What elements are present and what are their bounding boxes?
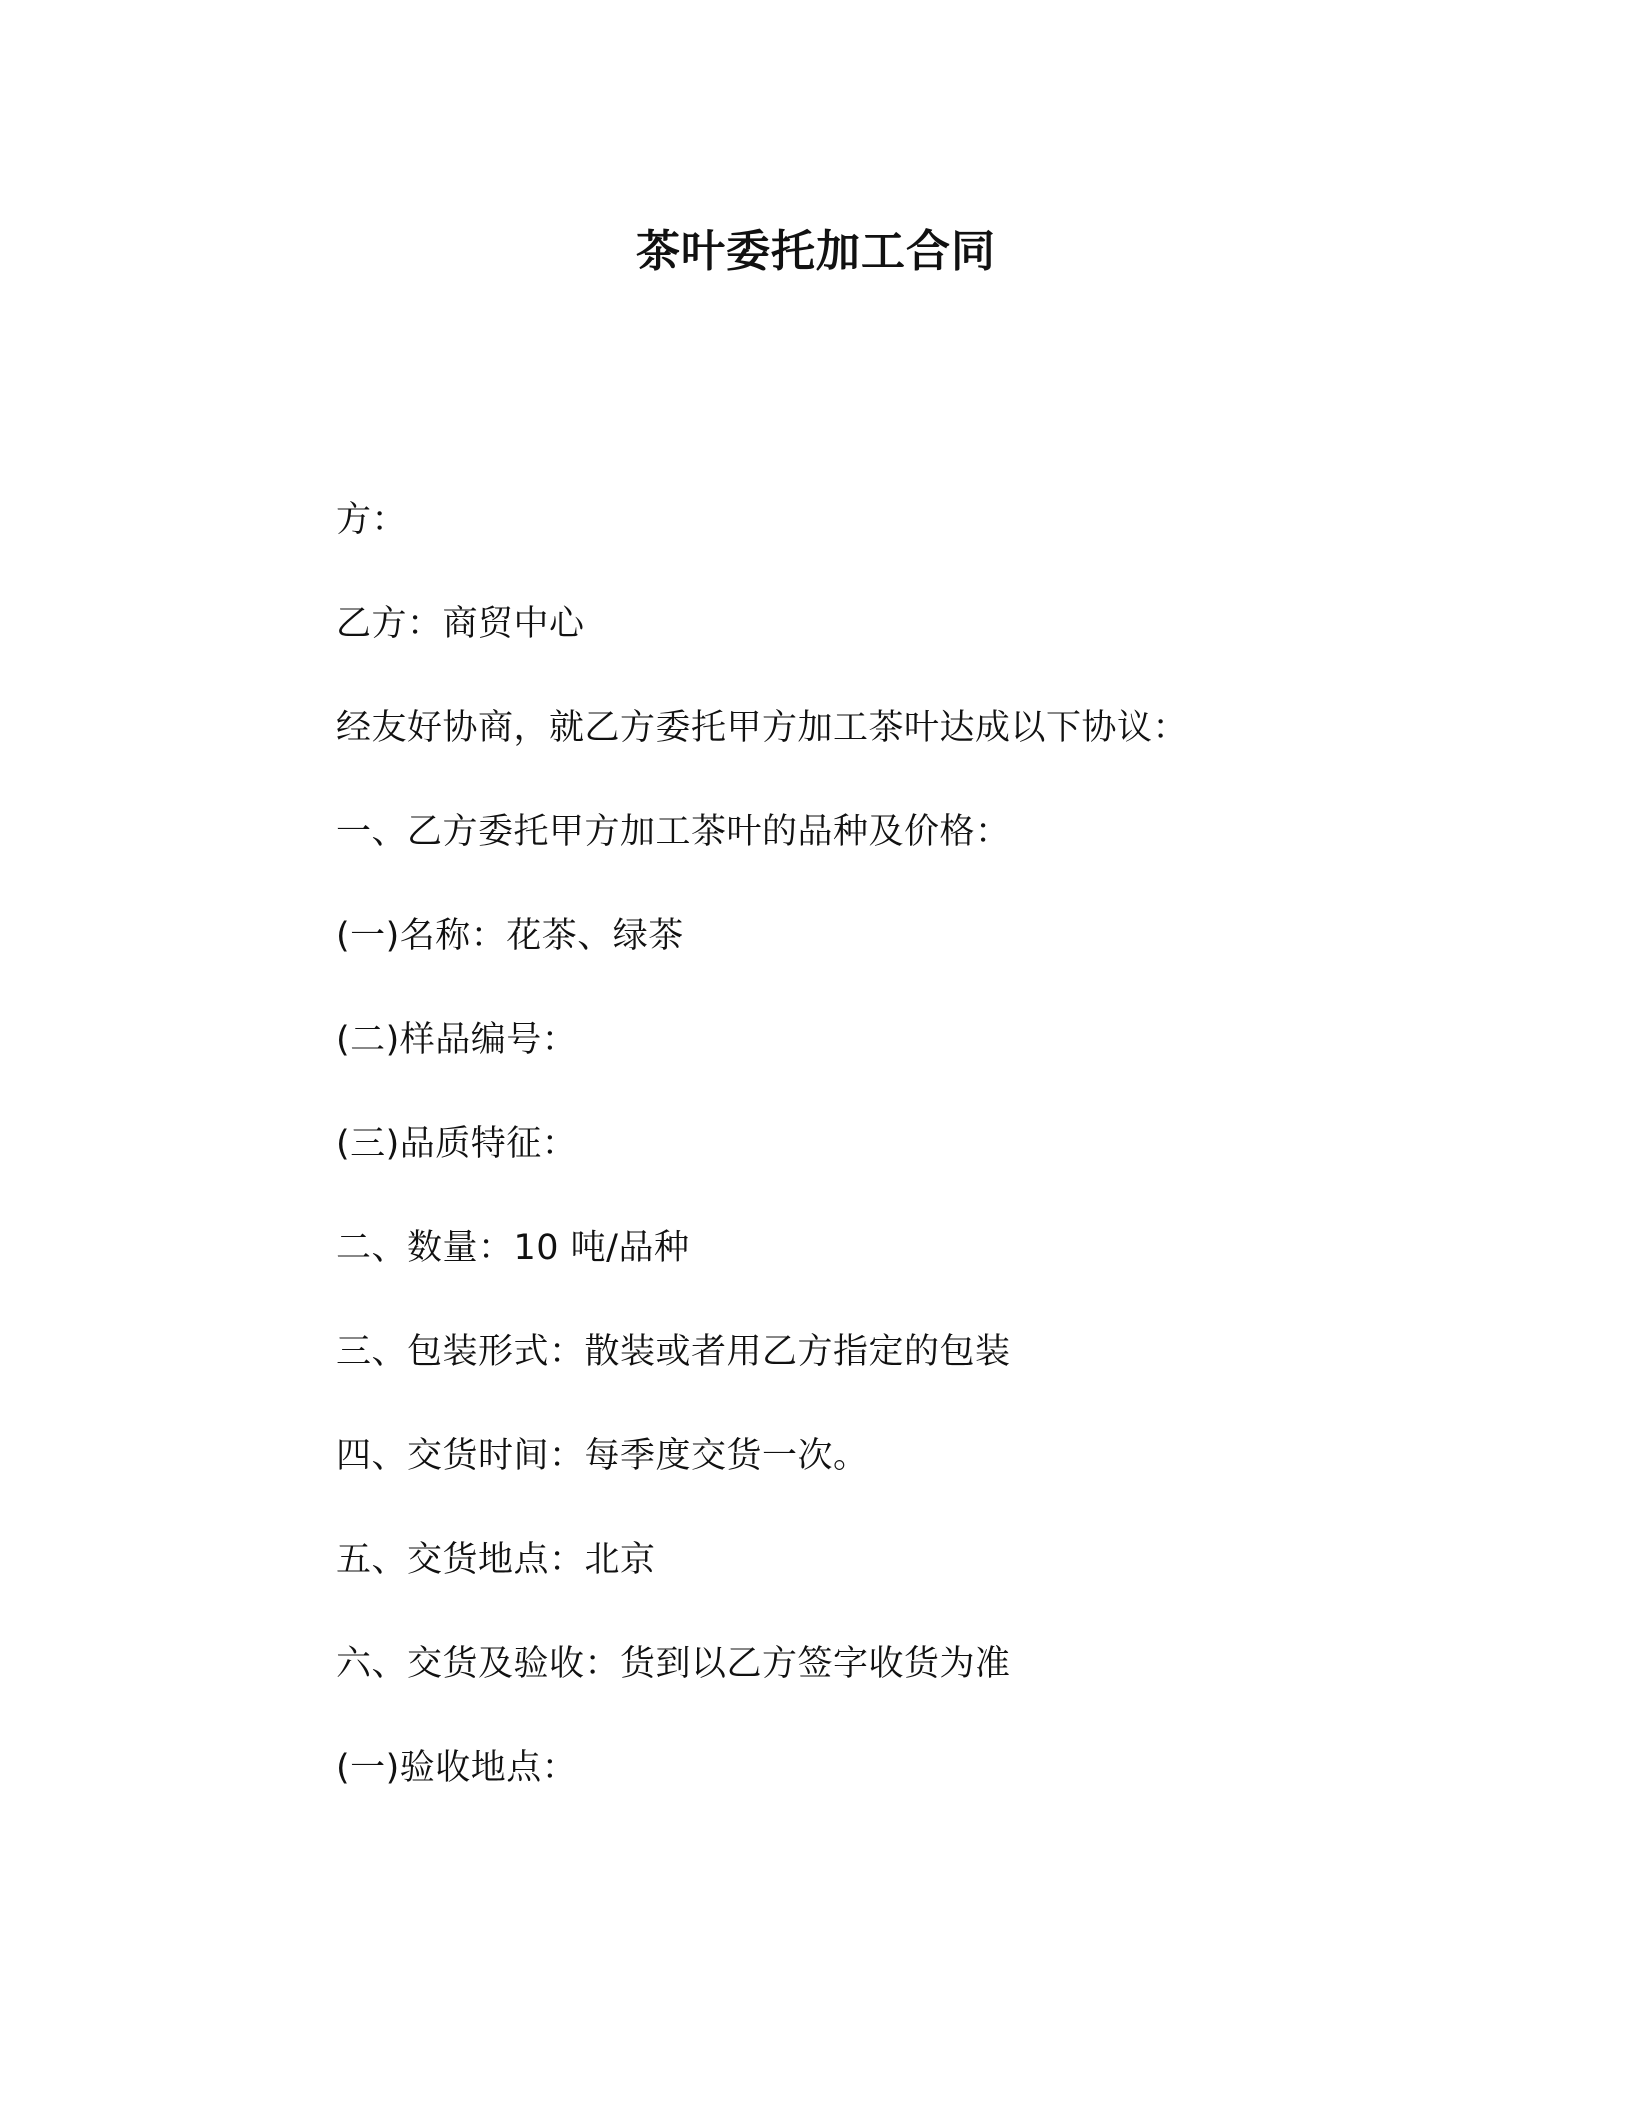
agreement-intro: 经友好协商，就乙方委托甲方加工茶叶达成以下协议： — [336, 708, 1189, 748]
clause-5-delivery-place: 五、交货地点：北京 — [336, 1540, 656, 1580]
clause-1-sample-number: (二)样品编号： — [336, 1020, 578, 1060]
clause-1-name: (一)名称：花茶、绿茶 — [336, 916, 684, 956]
clause-6-acceptance: 六、交货及验收：货到以乙方签字收货为准 — [336, 1644, 1011, 1684]
clause-1-quality: (三)品质特征： — [336, 1124, 578, 1164]
party-a-line: 方： — [336, 500, 408, 540]
clause-2-quantity: 二、数量：10 吨/品种 — [336, 1228, 690, 1268]
contract-body — [336, 494, 1336, 1846]
clause-6-acceptance-place: (一)验收地点： — [336, 1748, 578, 1788]
document-title: 茶叶委托加工合同 — [636, 226, 996, 277]
party-b-line: 乙方：商贸中心 — [336, 604, 585, 644]
clause-3-packaging: 三、包装形式：散装或者用乙方指定的包装 — [336, 1332, 1011, 1372]
clause-1-heading: 一、乙方委托甲方加工茶叶的品种及价格： — [336, 812, 1011, 852]
clause-4-delivery-time: 四、交货时间：每季度交货一次。 — [336, 1436, 869, 1476]
